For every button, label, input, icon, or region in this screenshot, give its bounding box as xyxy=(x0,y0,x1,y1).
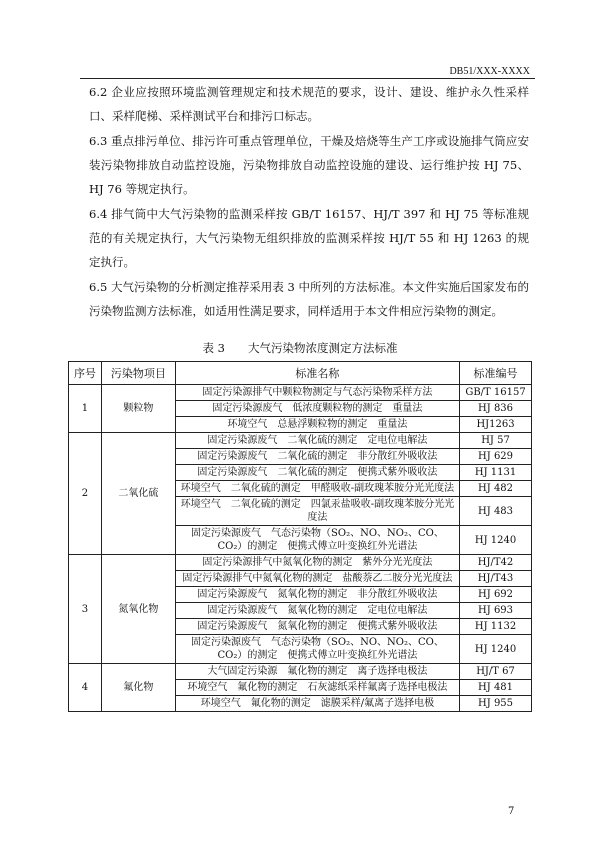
standard-name-cell: 大气固定污染源 氟化物的测定 离子选择电极法 xyxy=(175,664,459,680)
standard-name-cell: 固定污染源废气 气态污染物（SO₂、NO、NO₂、CO、CO₂）的测定 便携式傅立叶变换红外光谱法 xyxy=(175,526,459,555)
table-caption: 表 3 大气污染物浓度测定方法标准 xyxy=(202,341,398,355)
standard-name-cell: 固定污染源废气 二氧化硫的测定 非分散红外吸收法 xyxy=(175,449,459,465)
paragraph-6-5: 6.5 大气污染物的分析测定推荐采用表 3 中所列的方法标准。本文件实施后国家发布的污染物监测方法标准，如适用性满足要求，同样适用于本文件相应污染物的测定。 xyxy=(89,280,529,318)
table-row xyxy=(69,664,532,680)
pollutant-cell: 氟化物 xyxy=(101,664,175,712)
seq-cell: 3 xyxy=(69,555,102,664)
standard-code-cell: HJ 629 xyxy=(460,449,532,465)
standard-name-cell: 固定污染源废气 氮氧化物的测定 定电位电解法 xyxy=(175,603,459,619)
standard-code-cell: HJ 692 xyxy=(460,587,532,603)
document-code: DB51/XXX-XXXX xyxy=(449,66,530,77)
pollutant-cell: 二氧化硫 xyxy=(101,433,175,555)
standard-code-cell: HJ/T43 xyxy=(460,571,532,587)
table-row xyxy=(69,433,532,449)
standard-code-cell: HJ 483 xyxy=(460,497,532,526)
seq-cell: 2 xyxy=(69,433,102,555)
standard-code-cell: HJ 1132 xyxy=(460,619,532,635)
paragraph-6-3: 6.3 重点排污单位、排污许可重点管理单位，干燥及焙烧等生产工序或设施排气筒应安装污染物排放自动监控设施，污染物排放自动监控设施的建设、运行维护按 HJ 75、HJ 76 等规定执行。 xyxy=(89,134,529,196)
table-row xyxy=(69,555,532,571)
header-standard-name: 标准名称 xyxy=(175,362,459,385)
standard-code-cell: HJ 1240 xyxy=(460,526,532,555)
standard-name-cell: 固定污染源废气 二氧化硫的测定 便携式紫外吸收法 xyxy=(175,465,459,481)
header-standard-code: 标准编号 xyxy=(460,362,532,385)
standard-name-cell: 环境空气 二氧化硫的测定 甲醛吸收-副玫瑰苯胺分光光度法 xyxy=(175,481,459,497)
seq-cell: 1 xyxy=(69,385,102,433)
standard-name-cell: 固定污染源废气 氮氧化物的测定 便携式紫外吸收法 xyxy=(175,619,459,635)
standard-code-cell: HJ 481 xyxy=(460,680,532,696)
standard-name-cell: 固定污染源排气中氮氧化物的测定 盐酸萘乙二胺分光光度法 xyxy=(175,571,459,587)
standard-name-cell: 固定污染源废气 气态污染物（SO₂、NO、NO₂、CO、CO₂）的测定 便携式傅立叶变换红外光谱法 xyxy=(175,635,459,664)
standard-name-cell: 环境空气 二氧化硫的测定 四氯汞盐吸收-副玫瑰苯胺分光光度法 xyxy=(175,497,459,526)
standard-name-cell: 固定污染源废气 二氧化硫的测定 定电位电解法 xyxy=(175,433,459,449)
page-number: 7 xyxy=(508,806,515,817)
standard-code-cell: HJ 57 xyxy=(460,433,532,449)
header-seq: 序号 xyxy=(69,362,102,385)
standard-code-cell: HJ/T 67 xyxy=(460,664,532,680)
standard-name-cell: 固定污染源废气 低浓度颗粒物的测定 重量法 xyxy=(175,401,459,417)
standard-code-cell: HJ 1240 xyxy=(460,635,532,664)
standard-code-cell: HJ 836 xyxy=(460,401,532,417)
standards-table xyxy=(68,361,532,712)
standard-code-cell: HJ/T42 xyxy=(460,555,532,571)
paragraph-6-2: 6.2 企业应按照环境监测管理规定和技术规范的要求，设计、建设、维护永久性采样口、采样爬梯、采样测试平台和排污口标志。 xyxy=(89,85,529,123)
paragraph-6-4: 6.4 排气筒中大气污染物的监测采样按 GB/T 16157、HJ/T 397 和 HJ 75 等标准规范的有关规定执行，大气污染物无组织排放的监测采样按 HJ/T 55 和 HJ 1263 的规定执行。 xyxy=(89,207,529,269)
body-text xyxy=(89,80,529,324)
standard-name-cell: 环境空气 氟化物的测定 滤膜采样/氟离子选择电极 xyxy=(175,696,459,712)
standard-code-cell: HJ 693 xyxy=(460,603,532,619)
standard-name-cell: 固定污染源废气 氮氧化物的测定 非分散红外吸收法 xyxy=(175,587,459,603)
standard-name-cell: 固定污染源排气中氮氧化物的测定 紫外分光光度法 xyxy=(175,555,459,571)
pollutant-cell: 氮氧化物 xyxy=(101,555,175,664)
seq-cell: 4 xyxy=(69,664,102,712)
standard-code-cell: HJ1263 xyxy=(460,417,532,433)
standard-code-cell: HJ 1131 xyxy=(460,465,532,481)
standard-code-cell: HJ 955 xyxy=(460,696,532,712)
standard-name-cell: 固定污染源排气中颗粒物测定与气态污染物采样方法 xyxy=(175,385,459,401)
standard-code-cell: HJ 482 xyxy=(460,481,532,497)
header-pollutant: 污染物项目 xyxy=(101,362,175,385)
standard-code-cell: GB/T 16157 xyxy=(460,385,532,401)
header-divider xyxy=(80,78,535,79)
standard-name-cell: 环境空气 总悬浮颗粒物的测定 重量法 xyxy=(175,417,459,433)
standard-name-cell: 环境空气 氟化物的测定 石灰滤纸采样氟离子选择电极法 xyxy=(175,680,459,696)
table-header-row xyxy=(69,362,532,385)
table-row xyxy=(69,385,532,401)
pollutant-cell: 颗粒物 xyxy=(101,385,175,433)
